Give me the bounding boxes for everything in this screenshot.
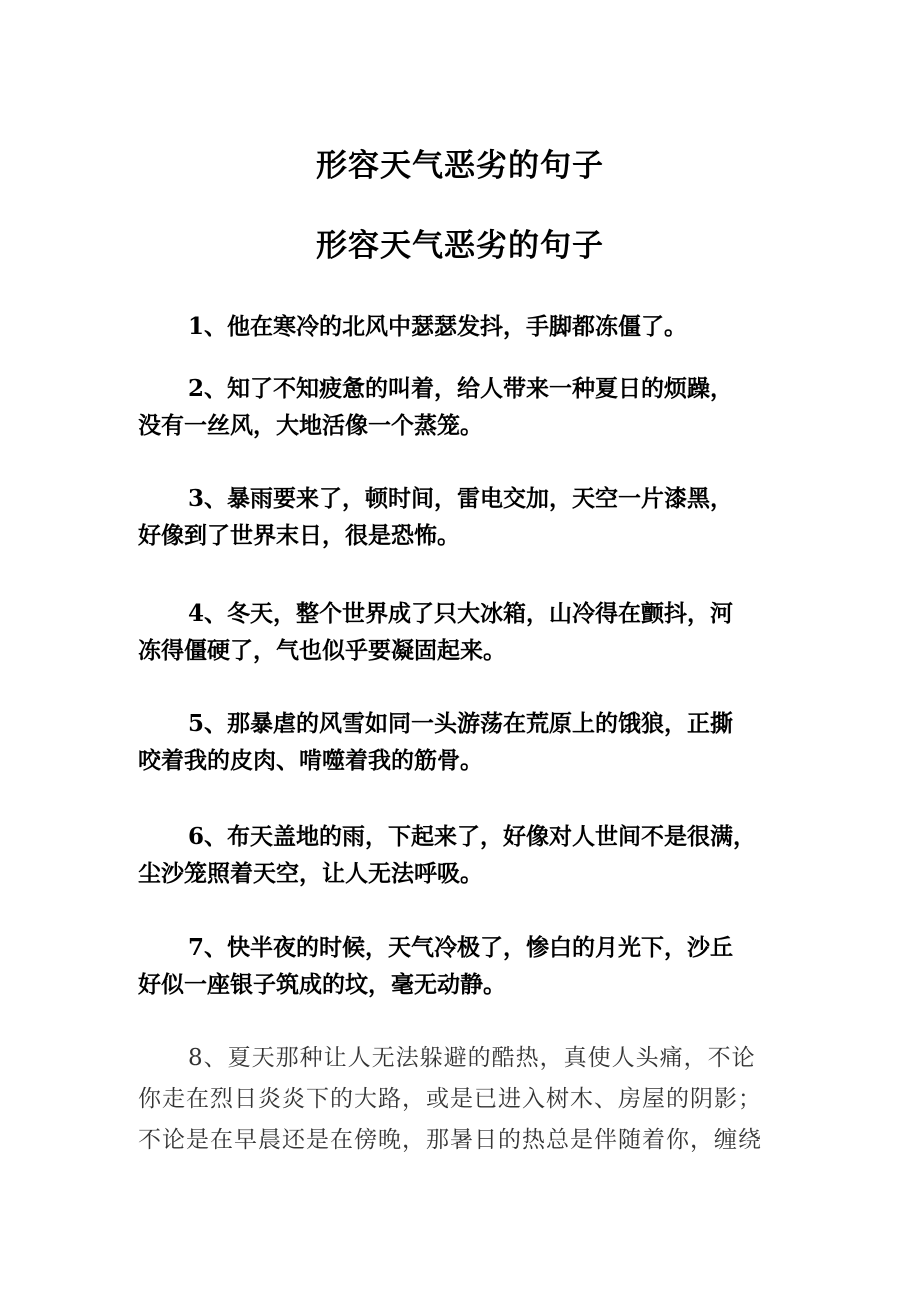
- sentence-line: 1、他在寒冷的北风中瑟瑟发抖，手脚都冻僵了。: [188, 313, 688, 340]
- sentence-line: 6、布天盖地的雨，下起来了，好像对人世间不是很满，: [188, 823, 757, 850]
- sentence-2: [138, 370, 798, 444]
- sentence-line: 咬着我的皮肉、啃噬着我的筋骨。: [138, 747, 483, 774]
- sentence-line: 8、夏天那种让人无法躲避的酷热，真使人头痛，不论: [188, 1045, 756, 1071]
- sentence-line: 5、那暴虐的风雪如同一头游荡在荒原上的饿狼，正撕: [188, 710, 734, 737]
- sentence-line: 好似一座银子筑成的坟，毫无动静。: [138, 971, 506, 998]
- sentence-line: 7、快半夜的时候，天气冷极了，惨白的月光下，沙丘: [188, 934, 734, 961]
- sentence-4: [138, 595, 798, 669]
- sentence-1: [138, 308, 798, 345]
- sentence-7: [138, 929, 798, 1003]
- sentence-3: [138, 480, 798, 554]
- sentence-line: 尘沙笼照着天空，让人无法呼吸。: [138, 860, 483, 887]
- sentence-8: [138, 1038, 798, 1161]
- sentence-line: 4、冬天，整个世界成了只大冰箱，山冷得在颤抖，河: [188, 600, 734, 627]
- sentence-line: 冻得僵硬了，气也似乎要凝固起来。: [138, 637, 506, 664]
- sentence-line: 好像到了世界末日，很是恐怖。: [138, 522, 460, 549]
- sentence-6: [138, 818, 798, 892]
- sentence-line: 没有一丝风，大地活像一个蒸笼。: [138, 412, 483, 439]
- sentence-line: 2、知了不知疲惫的叫着，给人带来一种夏日的烦躁，: [188, 375, 734, 402]
- sentence-line: 你走在烈日炎炎下的大路，或是已进入树木、房屋的阴影；: [138, 1086, 762, 1112]
- sentence-5: [138, 705, 798, 779]
- document-subtitle: 形容天气恶劣的句子: [316, 228, 604, 264]
- document-title: 形容天气恶劣的句子: [316, 148, 604, 184]
- sentence-line: 不论是在早晨还是在傍晚，那暑日的热总是伴随着你，缠绕: [138, 1127, 762, 1153]
- sentence-line: 3、暴雨要来了，顿时间，雷电交加，天空一片漆黑，: [188, 485, 734, 512]
